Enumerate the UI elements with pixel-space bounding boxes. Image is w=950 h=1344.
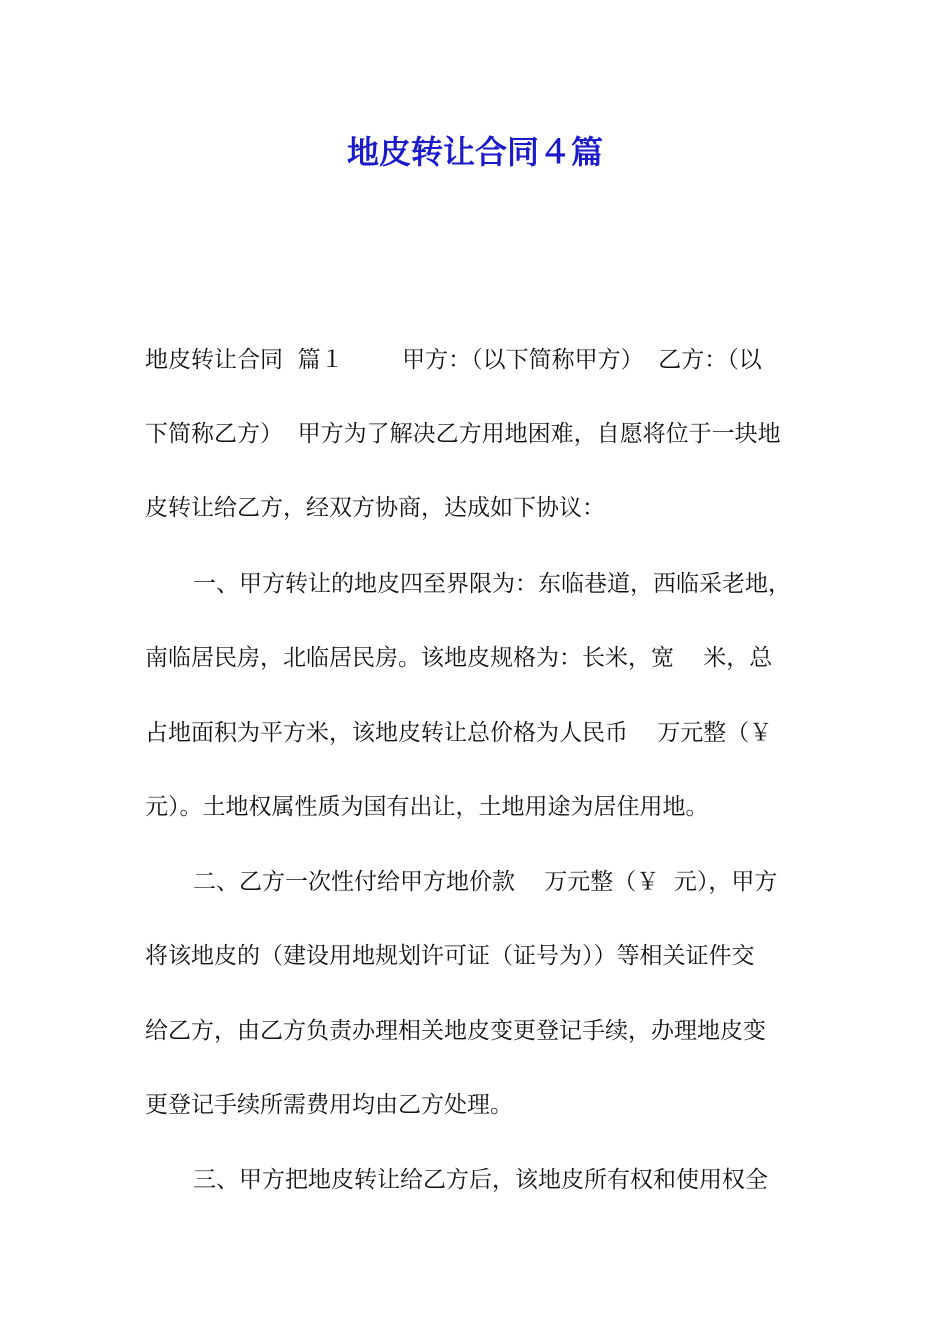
paragraph-line: 下简称乙方） 甲方为了解决乙方用地困难，自愿将位于一块地 [145,421,781,447]
paragraph-line: 将该地皮的（建设用地规划许可证（证号为））等相关证件交 [145,943,755,969]
paragraph-line: 南临居民房，北临居民房。该地皮规格为：长米，宽 米，总 [145,645,773,671]
paragraph-line: 地皮转让合同 篇１ 甲方：（以下简称甲方） 乙方：（以 [145,347,762,373]
paragraph-line: 一、甲方转让的地皮四至界限为：东临巷道，西临采老地， [193,571,791,597]
paragraph-line: 三、甲方把地皮转让给乙方后，该地皮所有权和使用权全 [193,1167,768,1193]
paragraph-line: 更登记手续所需费用均由乙方处理。 [145,1092,513,1118]
paragraph-line: 元）。土地权属性质为国有出让，土地用途为居住用地。 [145,794,709,820]
paragraph-line: 皮转让给乙方，经双方协商，达成如下协议： [145,495,605,521]
paragraph-line: 占地面积为平方米，该地皮转让总价格为人民币 万元整（￥ [145,720,773,746]
paragraph-line: 二、乙方一次性付给甲方地价款 万元整（￥ 元），甲方 [193,869,778,895]
paragraph-line: 给乙方，由乙方负责办理相关地皮变更登记手续，办理地皮变 [145,1018,766,1044]
document-title: 地皮转让合同４篇 [346,133,603,171]
